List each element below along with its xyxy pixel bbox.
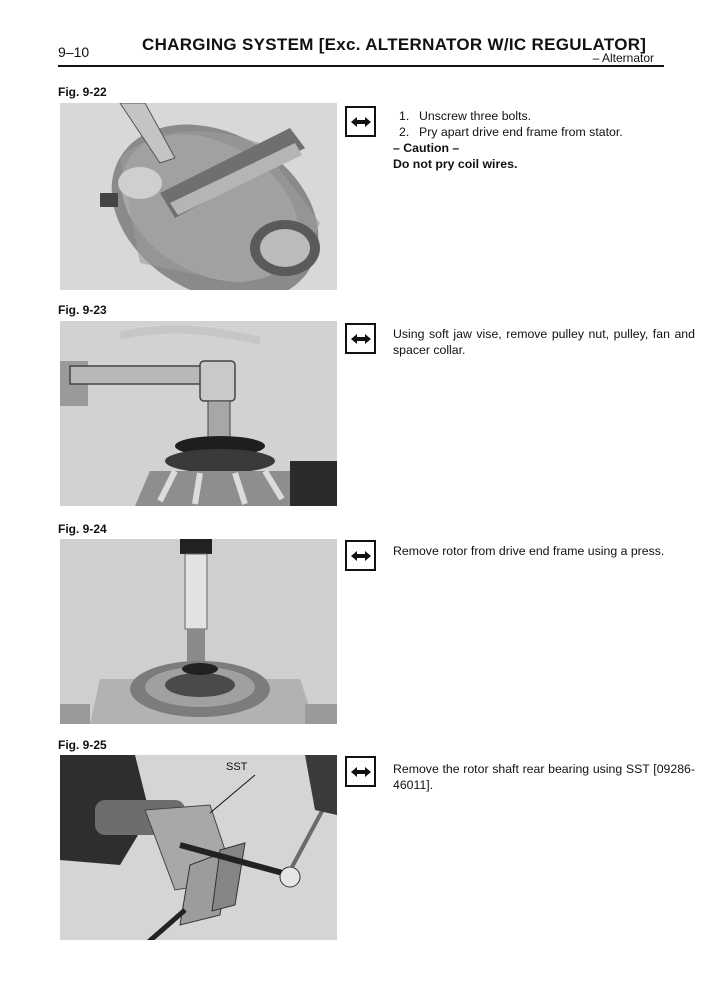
figure-photo-rotor-press [60, 539, 337, 724]
figure-instructions: Remove rotor from drive end frame using a press. [393, 544, 665, 558]
figure-instructions [393, 108, 695, 172]
page-subtitle: – Alternator [592, 51, 654, 65]
figure-label: Fig. 9-25 [58, 738, 107, 752]
page-number: 9–10 [58, 44, 90, 60]
caution-text: Do not pry coil wires. [393, 157, 518, 171]
disassemble-arrows-icon [345, 756, 376, 787]
figure-photo-bearing-puller [60, 755, 337, 940]
figure-label: Fig. 9-24 [58, 522, 107, 536]
step-item: 1. Unscrew three bolts. [399, 109, 532, 123]
figure-label: Fig. 9-23 [58, 303, 107, 317]
step-list [393, 108, 695, 140]
figure-instructions: Using soft jaw vise, remove pulley nut, pulley, fan and spacer collar. [393, 327, 695, 357]
figure-photo-alternator-stator [60, 103, 337, 290]
step-item: 2. Pry apart drive end frame from stator. [399, 125, 623, 139]
figure-label: Fig. 9-22 [58, 85, 107, 99]
photo-callout-sst: SST [226, 761, 248, 773]
disassemble-arrows-icon [345, 323, 376, 354]
figure-photo-pulley-removal [60, 321, 337, 506]
caution-heading: – Caution – [393, 141, 460, 155]
disassemble-arrows-icon [345, 540, 376, 571]
figure-instructions: Remove the rotor shaft rear bearing using SST [09286-46011]. [393, 762, 695, 792]
disassemble-arrows-icon [345, 106, 376, 137]
page-title: CHARGING SYSTEM [Exc. ALTERNATOR W/IC REGULATOR] [142, 35, 647, 54]
header-rule [58, 65, 664, 67]
